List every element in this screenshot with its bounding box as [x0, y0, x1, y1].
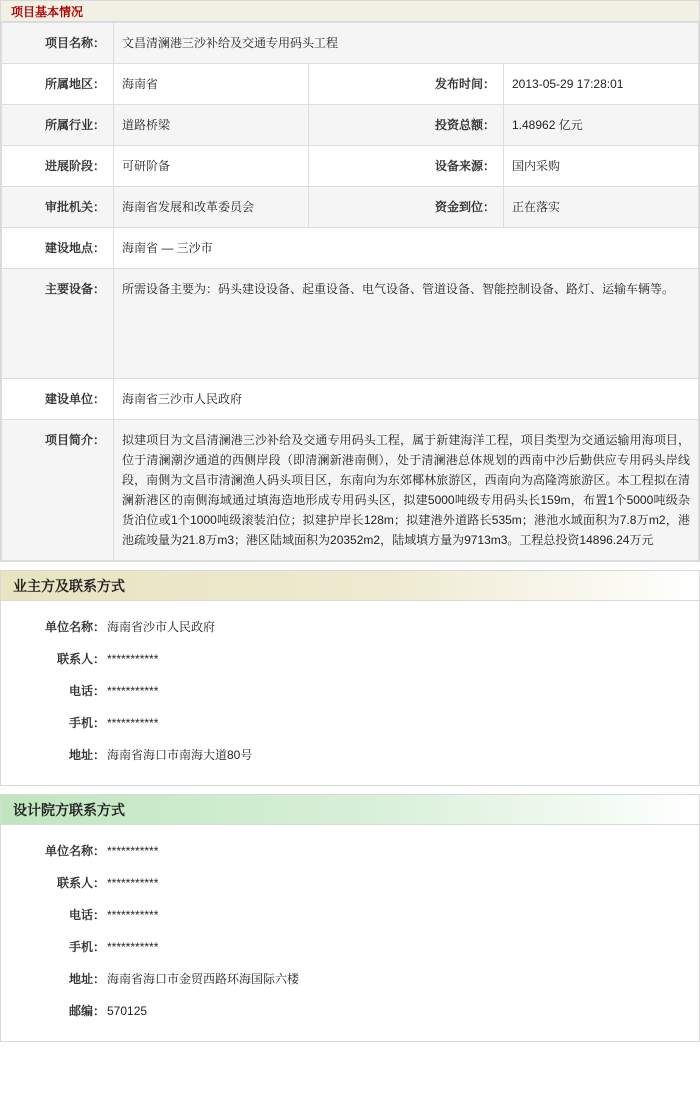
design-address-label: 地址：: [68, 972, 105, 986]
row-value-2: 正在落实: [504, 187, 699, 228]
owner-company-value: 海南省沙市人民政府: [107, 620, 216, 634]
owner-company-label: 单位名称：: [44, 620, 105, 634]
row-label-2: 投资总额：: [309, 105, 504, 146]
owner-contact-section: [0, 570, 700, 786]
design-company-value: ***********: [107, 844, 159, 858]
list-item: [1, 675, 699, 707]
list-item: [1, 739, 699, 771]
row-value: 海南省: [114, 64, 309, 105]
list-item: [1, 931, 699, 963]
owner-address-label: 地址：: [68, 748, 105, 762]
row-value: 海南省三沙市人民政府: [114, 379, 699, 420]
design-contact-label: 联系人：: [56, 876, 105, 890]
row-value: 海南省发展和改革委员会: [114, 187, 309, 228]
row-label: 所属地区：: [2, 64, 114, 105]
row-value: 所需设备主要为：码头建设设备、起重设备、电气设备、管道设备、智能控制设备、路灯、运输车辆等。: [114, 269, 699, 379]
basic-info-table: [1, 22, 699, 561]
design-contact-list: [1, 825, 699, 1041]
design-company-label: 单位名称：: [44, 844, 105, 858]
row-label: 项目名称：: [2, 23, 114, 64]
design-postcode-label: 邮编：: [68, 1004, 105, 1018]
design-address-value: 海南省海口市金贸西路环海国际六楼: [107, 972, 300, 986]
row-label-2: 发布时间：: [309, 64, 504, 105]
basic-info-title: 项目基本情况: [1, 0, 699, 22]
list-item: [1, 643, 699, 675]
owner-phone-value: ***********: [107, 684, 159, 698]
table-row: [2, 105, 699, 146]
table-row: [2, 420, 699, 561]
row-value: 拟建项目为文昌清澜港三沙补给及交通专用码头工程，属于新建海洋工程，项目类型为交通运输用海项目，位于清澜潮汐通道的西侧岸段（即清澜新港南侧），处于清澜港总体规划的西南中沙后勤供应专用码头岸线段，南侧为文昌市清澜渔人码头项目区，东南向为东郊椰林旅游区，西南向为高隆湾旅游区。本工程拟在清澜新港区的南侧海域通过填海造地形成专用码头区，拟建5000吨级专用码头长159m，布置1个5000吨级杂货泊位或1个1000吨级滚装泊位；拟建护岸长128m；拟建港外道路长535m；港池水域面积为7.8万m2，港池疏竣量为21.8万m3；港区陆域面积为20352m2，陆域填方量为9713m3。工程总投资14896.24万元: [114, 420, 699, 561]
design-phone-value: ***********: [107, 908, 159, 922]
design-postcode-value: 570125: [107, 1004, 148, 1018]
row-label: 主要设备：: [2, 269, 114, 379]
row-label-2: 资金到位：: [309, 187, 504, 228]
row-label: 审批机关：: [2, 187, 114, 228]
list-item: [1, 707, 699, 739]
design-mobile-label: 手机：: [68, 940, 105, 954]
owner-phone-label: 电话：: [68, 684, 105, 698]
owner-contact-list: [1, 601, 699, 785]
row-label: 建设单位：: [2, 379, 114, 420]
list-item: [1, 899, 699, 931]
list-item: [1, 963, 699, 995]
table-row: [2, 64, 699, 105]
row-label: 项目简介：: [2, 420, 114, 561]
table-row: [2, 23, 699, 64]
design-phone-label: 电话：: [68, 908, 105, 922]
row-label: 建设地点：: [2, 228, 114, 269]
table-row: [2, 146, 699, 187]
list-item: [1, 867, 699, 899]
design-mobile-value: ***********: [107, 940, 159, 954]
row-value-2: 2013-05-29 17:28:01: [504, 64, 699, 105]
row-label: 所属行业：: [2, 105, 114, 146]
row-value: 文昌清澜港三沙补给及交通专用码头工程: [114, 23, 699, 64]
owner-mobile-value: ***********: [107, 716, 159, 730]
owner-mobile-label: 手机：: [68, 716, 105, 730]
row-value-2: 1.48962 亿元: [504, 105, 699, 146]
row-value: 道路桥梁: [114, 105, 309, 146]
owner-section-title: 业主方及联系方式: [1, 571, 699, 601]
owner-address-value: 海南省海口市南海大道80号: [107, 748, 253, 762]
list-item: [1, 995, 699, 1027]
row-label: 进展阶段：: [2, 146, 114, 187]
owner-contact-label: 联系人：: [56, 652, 105, 666]
row-value: 海南省 — 三沙市: [114, 228, 699, 269]
list-item: [1, 611, 699, 643]
table-row: [2, 379, 699, 420]
row-value-2: 国内采购: [504, 146, 699, 187]
table-row: [2, 187, 699, 228]
design-section-title: 设计院方联系方式: [1, 795, 699, 825]
list-item: [1, 835, 699, 867]
row-value: 可研阶备: [114, 146, 309, 187]
table-row: [2, 228, 699, 269]
owner-contact-value: ***********: [107, 652, 159, 666]
design-contact-section: [0, 794, 700, 1042]
row-label-2: 设备来源：: [309, 146, 504, 187]
table-row: [2, 269, 699, 379]
design-contact-value: ***********: [107, 876, 159, 890]
